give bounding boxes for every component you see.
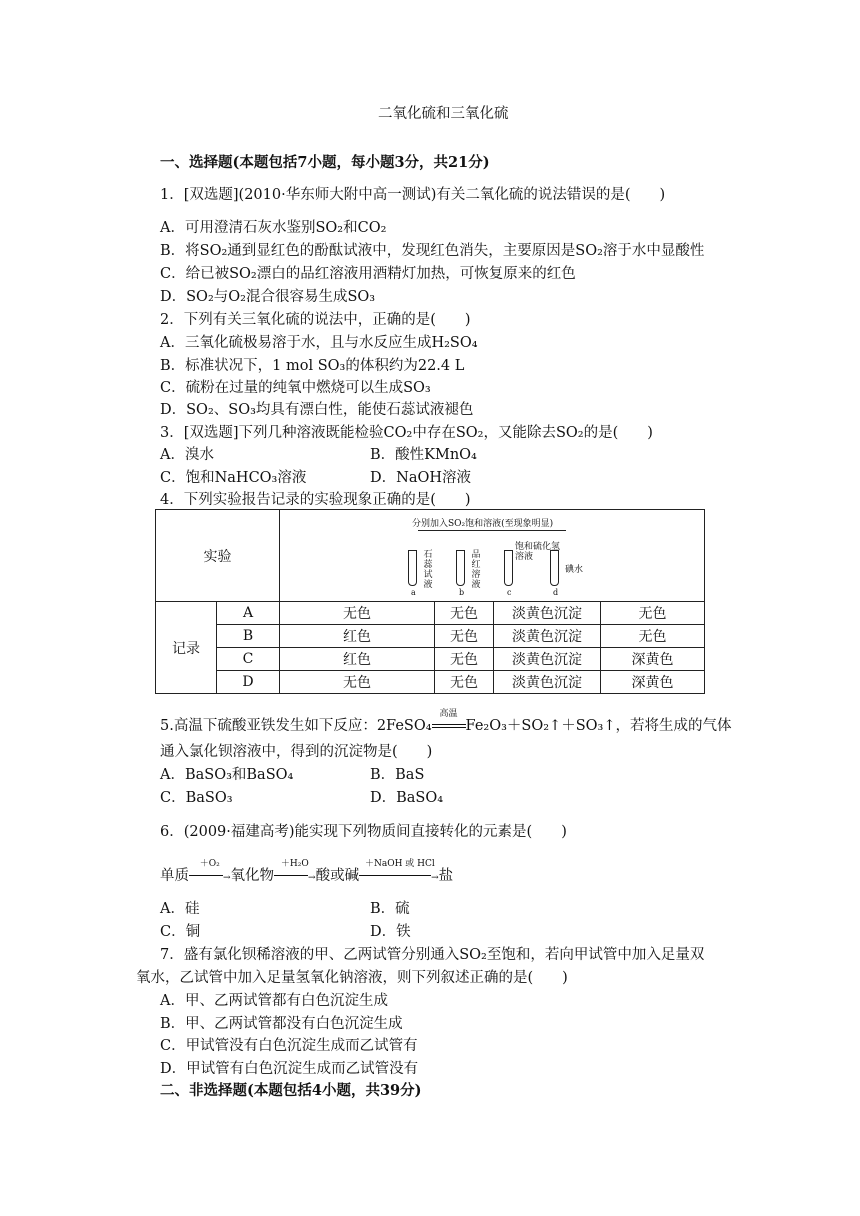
scheme-step-2: 氧化物 <box>230 868 275 884</box>
experiment-label: 实验 <box>156 510 280 602</box>
q6-option-c: C．铜 <box>160 924 201 940</box>
q6-option-d: D．铁 <box>370 924 411 940</box>
cell-d: 深黄色 <box>601 671 705 694</box>
q1-option-b: B．将SO₂通到显红色的酚酞试液中，发现红色消失，主要原因是SO₂溶于水中显酸性 <box>160 243 705 259</box>
diagram-caption: 分别加入SO₂饱和溶液(至现象明显) <box>412 519 554 529</box>
arrow-2: ＋H₂O → <box>274 866 316 888</box>
cell-c: 淡黄色沉淀 <box>494 671 601 694</box>
tube-d <box>550 550 559 586</box>
tube-b-label: 品红溶液 <box>471 550 481 590</box>
tube-d-label: 碘水 <box>564 565 583 575</box>
q6-stem: 6．(2009·福建高考)能实现下列物质间直接转化的元素是( ) <box>160 824 567 840</box>
scheme-step-4: 盐 <box>438 868 454 884</box>
section-nonchoice-heading: 二、非选择题(本题包括4小题，共39分) <box>160 1082 422 1099</box>
q7-stem-line2: 氧水，乙试管中加入足量氢氧化钠溶液，则下列叙述正确的是( ) <box>136 970 568 986</box>
arrow-2-condition: ＋H₂O <box>280 859 309 869</box>
cell-c: 淡黄色沉淀 <box>494 625 601 648</box>
tube-c-letter: c <box>507 588 512 597</box>
q5-option-c: C．BaSO₃ <box>160 790 233 806</box>
q3-option-a: A．溴水 <box>160 447 214 463</box>
cell-c: 淡黄色沉淀 <box>494 602 601 625</box>
q7-stem-line1: 7．盛有氯化钡稀溶液的甲、乙两试管分别通入SO₂至饱和，若向甲试管中加入足量双 <box>160 947 705 963</box>
cell-d: 无色 <box>601 625 705 648</box>
tube-c-label: 饱和硫化氢溶液 <box>515 542 561 562</box>
q3-option-c: C．饱和NaHCO₃溶液 <box>160 470 307 486</box>
cell-b: 无色 <box>435 602 494 625</box>
q5-reaction-left: 5.高温下硫酸亚铁发生如下反应：2FeSO₄ <box>160 718 432 734</box>
section-choice-heading: 一、选择题(本题包括7小题，每小题3分，共21分) <box>160 154 490 171</box>
q6-option-a: A．硅 <box>160 901 200 917</box>
row-option: A <box>217 602 280 625</box>
q1-option-a: A．可用澄清石灰水鉴别SO₂和CO₂ <box>160 220 387 236</box>
cell-b: 无色 <box>435 671 494 694</box>
reaction-condition: 高温 <box>439 709 458 719</box>
q6-option-b: B．硫 <box>370 901 410 917</box>
q3-stem: 3．[双选题]下列几种溶液既能检验CO₂中存在SO₂，又能除去SO₂的是( ) <box>160 425 653 441</box>
q1-option-c: C．给已被SO₂漂白的品红溶液用酒精灯加热，可恢复原来的红色 <box>160 266 576 282</box>
tube-a <box>408 550 417 586</box>
q2-option-c: C．硫粉在过量的纯氧中燃烧可以生成SO₃ <box>160 380 431 396</box>
arrow-1: ＋O₂ → <box>189 866 231 888</box>
q5-option-b: B．BaS <box>370 767 425 783</box>
tube-c <box>504 550 513 586</box>
tube-b <box>456 550 465 586</box>
q1-option-d: D．SO₂与O₂混合很容易生成SO₃ <box>160 289 376 305</box>
cell-b: 无色 <box>435 625 494 648</box>
q5-line2: 通入氯化钡溶液中，得到的沉淀物是( ) <box>160 744 433 760</box>
arrow-3: ＋NaOH 或 HCl → <box>359 866 439 888</box>
row-option: C <box>217 648 280 671</box>
q1-stem: 1．[双选题](2010·华东师大附中高一测试)有关二氧化硫的说法错误的是( ) <box>160 187 666 203</box>
cell-c: 淡黄色沉淀 <box>494 648 601 671</box>
q3-option-d: D．NaOH溶液 <box>370 470 471 486</box>
cell-b: 无色 <box>435 648 494 671</box>
experiment-diagram <box>280 510 705 602</box>
q2-option-a: A．三氧化硫极易溶于水，且与水反应生成H₂SO₄ <box>160 335 478 351</box>
q7-option-b: B．甲、乙两试管都没有白色沉淀生成 <box>160 1016 403 1032</box>
q2-option-d: D．SO₂、SO₃均具有漂白性，能使石蕊试液褪色 <box>160 402 474 418</box>
high-temp-equals <box>432 709 466 736</box>
record-label: 记录 <box>156 602 217 694</box>
q5-option-a: A．BaSO₃和BaSO₄ <box>160 767 294 783</box>
q7-option-c: C．甲试管没有白色沉淀生成而乙试管有 <box>160 1038 418 1054</box>
arrow-1-condition: ＋O₂ <box>199 859 220 869</box>
q4-stem: 4．下列实验报告记录的实验现象正确的是( ) <box>160 492 471 508</box>
scheme-step-1: 单质 <box>160 868 189 884</box>
cell-a: 红色 <box>280 625 435 648</box>
q2-stem: 2．下列有关三氧化硫的说法中，正确的是( ) <box>160 312 471 328</box>
q5-line1 <box>160 709 732 736</box>
q5-reaction-right: Fe₂O₃＋SO₂↑＋SO₃↑，若将生成的气体 <box>465 718 732 734</box>
cell-a: 无色 <box>280 671 435 694</box>
cell-d: 深黄色 <box>601 648 705 671</box>
q4-table <box>155 509 705 694</box>
tube-d-letter: d <box>553 588 559 597</box>
q5-option-d: D．BaSO₄ <box>370 790 444 806</box>
row-option: D <box>217 671 280 694</box>
q3-option-b: B．酸性KMnO₄ <box>370 447 477 463</box>
q6-scheme <box>160 859 454 888</box>
row-option: B <box>217 625 280 648</box>
q2-option-b: B．标准状况下，1 mol SO₃的体积约为22.4 L <box>160 358 465 374</box>
q7-option-a: A．甲、乙两试管都有白色沉淀生成 <box>160 993 388 1009</box>
cell-a: 红色 <box>280 648 435 671</box>
cell-d: 无色 <box>601 602 705 625</box>
tube-a-label: 石蕊试液 <box>423 550 433 590</box>
tube-b-letter: b <box>459 588 465 597</box>
q7-option-d: D．甲试管有白色沉淀生成而乙试管没有 <box>160 1061 419 1077</box>
scheme-step-3: 酸或碱 <box>315 868 360 884</box>
cell-a: 无色 <box>280 602 435 625</box>
tube-a-letter: a <box>411 588 416 597</box>
page-title: 二氧化硫和三氧化硫 <box>378 106 509 122</box>
arrow-3-condition: ＋NaOH 或 HCl <box>364 859 435 869</box>
